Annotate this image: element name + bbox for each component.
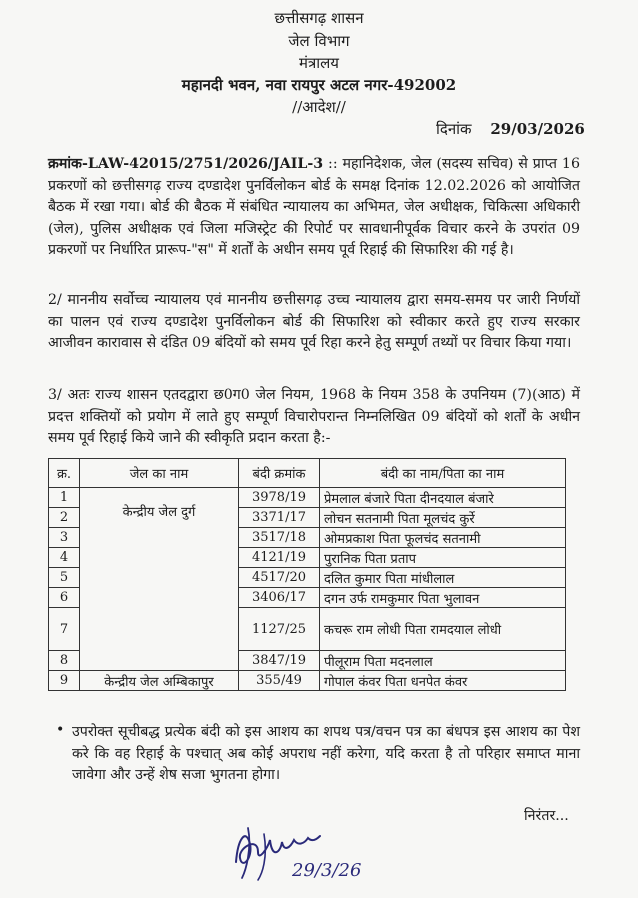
office-address: महानदी भवन, नवा रायपुर अटल नगर-492002 bbox=[181, 76, 457, 94]
jail-cell: केन्द्रीय जेल अम्बिकापुर bbox=[80, 671, 239, 691]
serial-cell: 9 bbox=[49, 671, 80, 691]
prisoner-name-cell: कचरू राम लोधी पिता रामदयाल लोधी bbox=[320, 608, 566, 651]
prisoner-number-cell: 3371/17 bbox=[239, 508, 320, 528]
ministry-label: मंत्रालय bbox=[298, 54, 339, 72]
serial-cell: 1 bbox=[49, 488, 80, 508]
prisoner-name-cell: प्रेमलाल बंजारे पिता दीनदयाल बंजारे bbox=[320, 488, 566, 508]
prisoner-name-cell: ओमप्रकाश पिता फूलचंद सतनामी bbox=[320, 528, 566, 548]
serial-cell: 2 bbox=[49, 508, 80, 528]
note-bullet: • bbox=[56, 722, 65, 738]
prisoner-number-cell: 3847/19 bbox=[239, 651, 320, 671]
order-heading: //आदेश// bbox=[292, 98, 346, 116]
prisoner-name-cell: दलित कुमार पिता मांधीलाल bbox=[320, 568, 566, 588]
prisoner-name-cell: दगन उर्फ रामकुमार पिता भुलावन bbox=[320, 588, 566, 608]
serial-cell: 4 bbox=[49, 548, 80, 568]
paragraph-1 bbox=[48, 154, 580, 262]
government-name: छत्तीसगढ़ शासन bbox=[274, 9, 364, 27]
prisoner-number-cell: 3978/19 bbox=[239, 488, 320, 508]
date-value: 29/03/2026 bbox=[490, 120, 585, 138]
jail-cell: केन्द्रीय जेल दुर्ग bbox=[80, 488, 239, 671]
header-serial: क्र. bbox=[49, 459, 80, 488]
signature-date: 29/3/26 bbox=[292, 860, 362, 881]
prisoner-name-cell: पुरानिक पिता प्रताप bbox=[320, 548, 566, 568]
department-name: जेल विभाग bbox=[288, 32, 350, 50]
table-row bbox=[49, 671, 566, 691]
prisoner-number-cell: 3406/17 bbox=[239, 588, 320, 608]
condition-note: उपरोक्त सूचीबद्ध प्रत्येक बंदी को इस आशय का शपथ पत्र/वचन पत्र का बंधपत्र इस आशय का पेश करे कि वह रिहाई के पश्चात् अब कोई अपराध नहीं करेगा, यदि करता है तो परिहार समाप्त माना जावेगा और उन्हें शेष सजा भुगतना होगा। bbox=[72, 724, 580, 783]
prisoner-name-cell: लोचन सतनामी पिता मूलचंद कुर्रे bbox=[320, 508, 566, 528]
paragraph-1-text: :: महानिदेशक, जेल (सदस्य सचिव) से प्राप्त 16 प्रकरणों को छत्तीसगढ़ राज्य दण्डादेश पुनर्विलोकन बोर्ड के समक्ष दिनांक 12.02.2026 को आयोजित बैठक में रखा गया। बोर्ड की बैठक में संबंधित न्यायालय का अभिमत, जेल अधीक्षक, चिकित्सा अधिकारी (जेल), पुलिस अधीक्षक एवं जिला मजिस्ट्रेट की रिपोर्ट पर सावधानीपूर्वक विचार करने के उपरांत 09 प्रकरणों पर निर्धारित प्रारूप-"स" में शर्तों के अधीन समय पूर्व रिहाई की सिफारिश की गई है। bbox=[48, 156, 580, 258]
serial-cell: 3 bbox=[49, 528, 80, 548]
prisoner-name-cell: गोपाल कंवर पिता धनपेत कंवर bbox=[320, 671, 566, 691]
header-prisoner-name: बंदी का नाम/पिता का नाम bbox=[320, 459, 566, 488]
reference-number: क्रमांक-LAW-42015/2751/2026/JAIL-3 bbox=[48, 156, 324, 172]
prisoner-number-cell: 1127/25 bbox=[239, 608, 320, 651]
paragraph-2: 2/ माननीय सर्वोच्च न्यायालय एवं माननीय छत्तीसगढ़ उच्च न्यायालय द्वारा समय-समय पर जारी निर्णयों का पालन एवं राज्य दण्डादेश पुनर्विलोकन बोर्ड की सिफारिश को स्वीकार करते हुए राज्य सरकार आजीवन कारावास से दंडित 09 बंदियों को समय पूर्व रिहा करने हेतु सम्पूर्ण तथ्यों पर विचार किया गया। bbox=[48, 292, 580, 351]
prisoner-number-cell: 3517/18 bbox=[239, 528, 320, 548]
prisoner-number-cell: 4121/19 bbox=[239, 548, 320, 568]
table-header-row bbox=[49, 459, 566, 488]
header-jail-name: जेल का नाम bbox=[80, 459, 239, 488]
order-date bbox=[436, 119, 585, 139]
prisoner-number-cell: 4517/20 bbox=[239, 568, 320, 588]
continued-label: निरंतर... bbox=[524, 808, 569, 824]
table-row bbox=[49, 488, 566, 508]
prisoner-release-table bbox=[48, 458, 566, 691]
date-label: दिनांक bbox=[436, 120, 472, 138]
signature-image bbox=[228, 818, 362, 886]
header-prisoner-number: बंदी क्रमांक bbox=[239, 459, 320, 488]
paragraph-3: 3/ अतः राज्य शासन एतदद्वारा छ0ग0 जेल नियम, 1968 के नियम 358 के उपनियम (7)(आठ) में प्रदत्त शक्तियों को प्रयोग में लाते हुए सम्पूर्ण विचारोपरान्त निम्नलिखित 09 बंदियों को शर्तों के अधीन समय पूर्व रिहाई किये जाने की स्वीकृति प्रदान करता है:- bbox=[48, 387, 580, 446]
serial-cell: 6 bbox=[49, 588, 80, 608]
serial-cell: 8 bbox=[49, 651, 80, 671]
serial-cell: 5 bbox=[49, 568, 80, 588]
prisoner-number-cell: 355/49 bbox=[239, 671, 320, 691]
serial-cell: 7 bbox=[49, 608, 80, 651]
prisoner-name-cell: पीलूराम पिता मदनलाल bbox=[320, 651, 566, 671]
